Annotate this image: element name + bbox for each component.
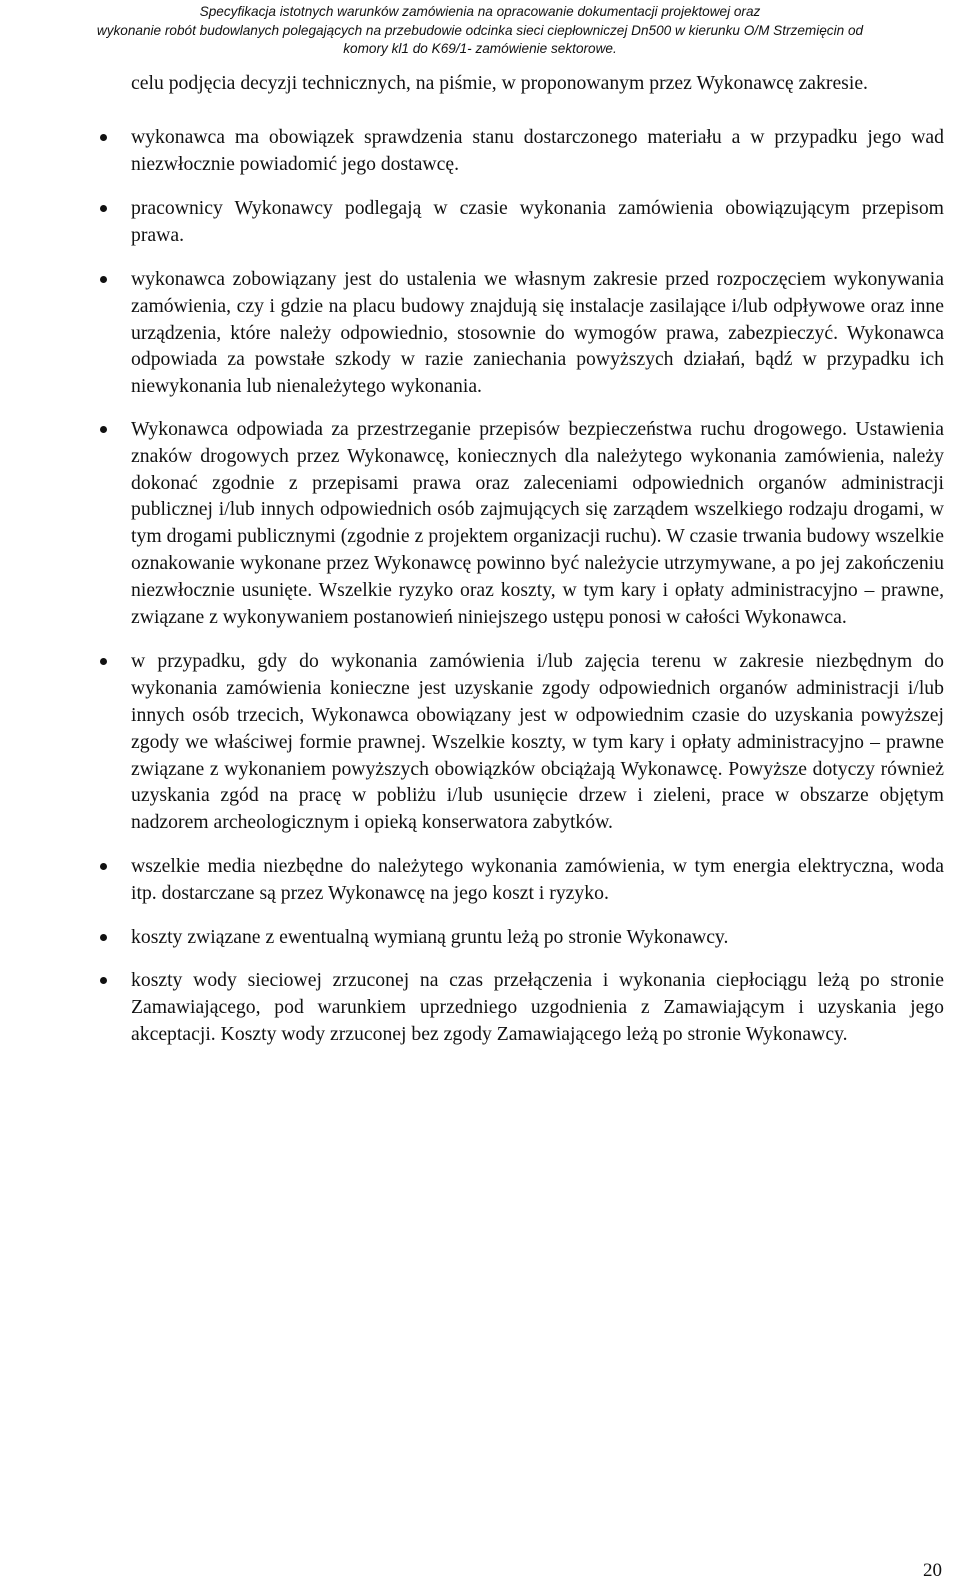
list-item (131, 195, 944, 249)
list-item-text: wykonawca ma obowiązek sprawdzenia stanu dostarczonego materiału a w przypadku jego wad niezwłocznie powiadomić jego dostawcę. (131, 125, 944, 175)
list-item (131, 967, 944, 1047)
bullet-icon (100, 934, 107, 941)
bullet-icon (100, 426, 107, 433)
bullet-icon (100, 205, 107, 212)
bullet-icon (100, 977, 107, 984)
list-item (131, 924, 944, 951)
bullet-icon (100, 863, 107, 870)
list-item (131, 124, 944, 178)
list-item-text: Wykonawca odpowiada za przestrzeganie przepisów bezpieczeństwa ruchu drogowego. Ustawienia znaków drogowych przez Wykonawcę, koniecznych dla należytego wykonania zamówienia, należy dokonać zgodnie z przepisami prawa oraz zaleceniami odpowiednich organów administracji publicznej i/lub innych odpowiednich osób zajmujących się zarządem wszelkiego rodzaju drogami, w tym drogami publicznymi (zgodnie z projektem organizacji ruchu). W czasie trwania budowy wszelkie oznakowanie wykonane przez Wykonawcę powinno być należycie utrzymywane, a po jej zakończeniu niezwłocznie usunięte. Wszelkie ryzyko oraz koszty, w tym kary i opłaty administracyjno – prawne, związane z wykonywaniem postanowień niniejszego ustępu ponosi w całości Wykonawca. (131, 417, 944, 628)
bullet-icon (100, 134, 107, 141)
continuation-paragraph: celu podjęcia decyzji technicznych, na piśmie, w proponowanym przez Wykonawcę zakresie. (131, 72, 868, 94)
bullet-list (131, 124, 944, 1048)
list-item-text: pracownicy Wykonawcy podlegają w czasie wykonania zamówienia obowiązującym przepisom prawa. (131, 197, 944, 247)
list-item (131, 266, 944, 400)
document-body (131, 70, 944, 1048)
running-header (0, 3, 960, 59)
header-line-1: Specyfikacja istotnych warunków zamówienia na opracowanie dokumentacji projektowej oraz (199, 4, 761, 19)
page-number: 20 (923, 1560, 942, 1581)
bullet-icon (100, 658, 107, 665)
list-item (131, 648, 944, 836)
list-item-text: w przypadku, gdy do wykonania zamówienia i/lub zajęcia terenu w zakresie niezbędnym do wykonania zamówienia konieczne jest uzyskanie zgody odpowiednich organów administracji i/lub innych osób trzecich, Wykonawca obowiązany jest w odpowiednim czasie do uzyskania powyższej zgody we właściwej formie prawnej. Wszelkie koszty, w tym kary i opłaty administracyjno – prawne związane z wykonaniem powyższych obowiązków obciążają Wykonawcę. Powyższe dotyczy również uzyskania zgód na pracę w pobliżu i/lub usunięcie drzew i zieleni, prace w obszarze objętym nadzorem archeologicznym i opieką konserwatora zabytków. (131, 650, 944, 834)
header-line-3: komory kl1 do K69/1- zamówienie sektorowe. (343, 41, 617, 56)
list-item (131, 853, 944, 907)
bullet-icon (100, 276, 107, 283)
list-item-text: koszty wody sieciowej zrzuconej na czas przełączenia i wykonania ciepłociągu leżą po stronie Zamawiającego, pod warunkiem uprzedniego uzgodnienia z Zamawiającym i uzyskania jego akceptacji. Koszty wody zrzuconej bez zgody Zamawiającego leżą po stronie Wykonawcy. (131, 969, 944, 1045)
list-item-text: wszelkie media niezbędne do należytego wykonania zamówienia, w tym energia elektryczna, woda itp. dostarczane są przez Wykonawcę na jego koszt i ryzyko. (131, 854, 944, 904)
list-item-text: koszty związane z ewentualną wymianą gruntu leżą po stronie Wykonawcy. (131, 925, 729, 948)
list-item (131, 416, 944, 630)
list-item-text: wykonawca zobowiązany jest do ustalenia we własnym zakresie przed rozpoczęciem wykonywania zamówienia, czy i gdzie na placu budowy znajdują się instalacje zasilające i/lub odpływowe oraz inne urządzenia, które należy odpowiednio, stosownie do wymogów prawa, zabezpieczyć. Wykonawca odpowiada za powstałe szkody w razie zaniechania powyższych działań, bądź w przypadku ich niewykonania lub nienależytego wykonania. (131, 267, 944, 398)
header-line-2: wykonanie robót budowlanych polegających na przebudowie odcinka sieci ciepłowniczej Dn500 w kierunku O/M Strzemięcin od (96, 22, 864, 38)
